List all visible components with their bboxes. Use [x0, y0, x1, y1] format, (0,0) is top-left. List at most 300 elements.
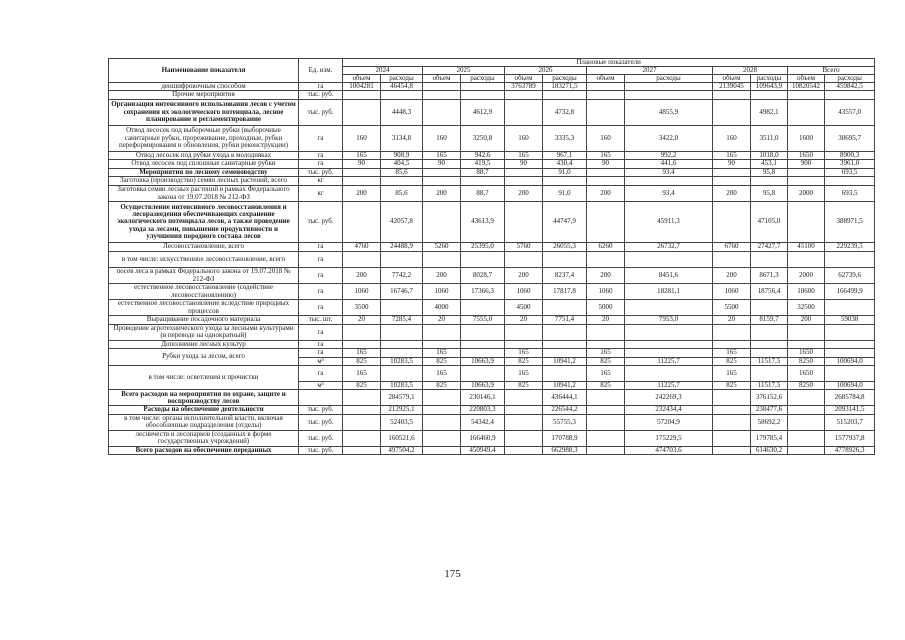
row-value-cell: 1577937,8 [825, 430, 875, 446]
row-value-cell: 18756,4 [751, 284, 788, 300]
row-value-cell [423, 325, 461, 341]
row-value-cell: 992,2 [625, 151, 713, 159]
table-row [109, 151, 875, 159]
row-value-cell [788, 340, 825, 348]
row-value-cell [343, 390, 381, 406]
row-value-cell: 5500 [713, 300, 751, 316]
row-name-cell: деншифровочным способом [109, 83, 299, 91]
row-value-cell [543, 366, 587, 382]
row-value-cell: 242269,3 [625, 390, 713, 406]
row-value-cell: 8237,4 [543, 268, 587, 284]
row-value-cell [713, 168, 751, 176]
row-value-cell [625, 349, 713, 357]
row-value-cell: 942,6 [461, 151, 505, 159]
row-value-cell: 160521,6 [381, 430, 423, 446]
row-value-cell [423, 91, 461, 99]
row-value-cell [587, 202, 625, 243]
row-value-cell: 165 [713, 349, 751, 357]
row-value-cell [587, 446, 625, 454]
row-value-cell: 4448,3 [381, 99, 423, 125]
row-value-cell: 430,4 [543, 160, 587, 168]
row-value-cell [461, 177, 505, 186]
table-row [109, 349, 875, 357]
row-unit-cell: тыс. руб. [299, 446, 343, 454]
row-unit-cell: га [299, 325, 343, 341]
row-value-cell [587, 340, 625, 348]
row-value-cell [587, 325, 625, 341]
row-unit-cell: га [299, 340, 343, 348]
row-unit-cell: кг [299, 177, 343, 186]
row-unit-cell: тыс. шт. [299, 316, 343, 325]
row-unit-cell: га [299, 349, 343, 357]
row-value-cell: 825 [505, 357, 543, 365]
row-name-cell: Отвод лесосек под сплошные санитарные рубки [109, 160, 299, 168]
row-value-cell: 17366,3 [461, 284, 505, 300]
row-value-cell: 109643,9 [751, 83, 788, 91]
row-value-cell [343, 414, 381, 430]
table-row [109, 316, 875, 325]
row-name-cell: в том числе: искусственное лесовосстановление, всего [109, 252, 299, 268]
row-unit-cell: тыс. руб. [299, 202, 343, 243]
row-value-cell: 20 [505, 316, 543, 325]
row-value-cell: 8671,3 [751, 268, 788, 284]
row-value-cell: 165 [423, 349, 461, 357]
table-row [109, 446, 875, 454]
row-value-cell: 3763789 [505, 83, 543, 91]
header-unit-cell: Ед. изм. [299, 59, 343, 83]
row-value-cell: 57204,9 [625, 414, 713, 430]
row-value-cell: 200 [343, 268, 381, 284]
row-value-cell: 825 [343, 382, 381, 390]
row-value-cell: 6760 [713, 243, 751, 252]
row-value-cell: 3961,0 [825, 160, 875, 168]
row-value-cell [423, 446, 461, 454]
row-value-cell: 3500 [343, 300, 381, 316]
row-value-cell: 165 [587, 151, 625, 159]
row-value-cell [343, 202, 381, 243]
row-value-cell: 200 [505, 186, 543, 202]
table-row [109, 406, 875, 414]
row-value-cell: 8028,7 [461, 268, 505, 284]
row-value-cell: 200 [788, 316, 825, 325]
row-value-cell: 4000 [423, 300, 461, 316]
row-unit-cell: тыс. руб. [299, 91, 343, 99]
row-value-cell: 453,1 [751, 160, 788, 168]
row-value-cell [788, 252, 825, 268]
row-value-cell [788, 325, 825, 341]
row-name-cell: Организация интенсивного использования лесов с учетом сохранения их экологического потенциала, лесное планирование и регламентирование [109, 99, 299, 125]
row-value-cell: 25395,0 [461, 243, 505, 252]
row-value-cell [505, 340, 543, 348]
row-value-cell: 42057,8 [381, 202, 423, 243]
row-value-cell [543, 252, 587, 268]
row-value-cell [343, 340, 381, 348]
row-value-cell: 200 [713, 268, 751, 284]
row-value-cell: 179785,4 [751, 430, 788, 446]
row-value-cell: 10283,5 [381, 357, 423, 365]
row-value-cell [713, 430, 751, 446]
row-value-cell: 376152,6 [751, 390, 788, 406]
row-value-cell: 200 [587, 268, 625, 284]
row-value-cell [587, 406, 625, 414]
row-value-cell: 160 [423, 125, 461, 151]
row-value-cell: 10941,2 [543, 357, 587, 365]
row-value-cell [543, 300, 587, 316]
row-value-cell: 200 [343, 186, 381, 202]
row-value-cell: 7953,0 [625, 316, 713, 325]
row-value-cell [461, 83, 505, 91]
row-unit-cell: га [299, 125, 343, 151]
row-unit-cell: тыс. руб. [299, 99, 343, 125]
row-value-cell [505, 430, 543, 446]
row-value-cell: 183271,5 [543, 83, 587, 91]
row-value-cell: 165 [587, 349, 625, 357]
row-value-cell [825, 349, 875, 357]
row-value-cell: 10663,9 [461, 357, 505, 365]
header-year-cell: 2026 [505, 67, 587, 75]
row-value-cell: 5000 [587, 300, 625, 316]
row-value-cell [505, 99, 543, 125]
table-row [109, 91, 875, 99]
row-value-cell: 90 [505, 160, 543, 168]
row-value-cell [825, 252, 875, 268]
header-volume-cell: объем [713, 75, 751, 83]
row-value-cell [381, 349, 423, 357]
row-value-cell: 693,5 [825, 168, 875, 176]
row-value-cell [625, 252, 713, 268]
header-cost-cell: расходы [625, 75, 713, 83]
row-value-cell: 27427,7 [751, 243, 788, 252]
row-value-cell: 5260 [423, 243, 461, 252]
table-row [109, 366, 875, 382]
row-value-cell: 85,6 [381, 186, 423, 202]
row-value-cell [423, 430, 461, 446]
row-value-cell: 229239,5 [825, 243, 875, 252]
row-value-cell [587, 414, 625, 430]
header-volume-cell: объем [505, 75, 543, 83]
row-value-cell: 8159,7 [751, 316, 788, 325]
row-value-cell [343, 177, 381, 186]
row-value-cell: 212925,1 [381, 406, 423, 414]
row-value-cell: 1060 [505, 284, 543, 300]
row-value-cell [825, 325, 875, 341]
row-value-cell [461, 325, 505, 341]
row-value-cell [625, 340, 713, 348]
row-value-cell [423, 83, 461, 91]
row-value-cell: 90 [587, 160, 625, 168]
row-name-cell: Выращивание посадочного материала [109, 316, 299, 325]
row-unit-cell: га [299, 300, 343, 316]
row-value-cell: 7555,0 [461, 316, 505, 325]
row-value-cell [751, 366, 788, 382]
row-value-cell: 7285,4 [381, 316, 423, 325]
document-table-container [108, 58, 865, 455]
row-value-cell: 165 [505, 366, 543, 382]
row-value-cell: 4612,9 [461, 99, 505, 125]
row-value-cell: 165 [423, 151, 461, 159]
row-value-cell [343, 91, 381, 99]
header-name-cell: Наименование показателя [109, 59, 299, 83]
row-value-cell: 200 [505, 268, 543, 284]
row-value-cell [381, 340, 423, 348]
row-value-cell [825, 91, 875, 99]
row-unit-cell: га [299, 151, 343, 159]
row-value-cell: 8250 [788, 357, 825, 365]
row-value-cell: 1060 [343, 284, 381, 300]
row-value-cell: 26055,3 [543, 243, 587, 252]
row-value-cell: 20 [343, 316, 381, 325]
header-volume-cell: объем [423, 75, 461, 83]
row-value-cell: 58692,2 [751, 414, 788, 430]
row-value-cell [343, 446, 381, 454]
row-name-cell: Проведение агротехнического ухода за лесными культурами (в переводе на однократный) [109, 325, 299, 341]
row-value-cell: 2685784,8 [825, 390, 875, 406]
row-value-cell [587, 91, 625, 99]
row-value-cell: 45100 [788, 243, 825, 252]
row-value-cell: 200 [423, 186, 461, 202]
row-value-cell: 47105,0 [751, 202, 788, 243]
row-name-cell: Отвод лесосек под выборочные рубки (выборочные санитарные рубки, прореживание, проходные, рубки переформирования и обновления, рубки реконструкции) [109, 125, 299, 151]
row-name-cell: Прочие мероприятия [109, 91, 299, 99]
row-value-cell [625, 300, 713, 316]
row-value-cell: 226544,2 [543, 406, 587, 414]
row-value-cell [587, 168, 625, 176]
row-value-cell: 160 [343, 125, 381, 151]
row-value-cell: 404,5 [381, 160, 423, 168]
row-value-cell [788, 430, 825, 446]
row-name-cell: Лесовосстановление, всего [109, 243, 299, 252]
row-unit-cell: тыс. руб. [299, 414, 343, 430]
row-value-cell: 165 [713, 151, 751, 159]
row-value-cell: 200 [713, 186, 751, 202]
row-value-cell: 55755,3 [543, 414, 587, 430]
row-name-cell: в том числе: осветления и прочистки [109, 366, 299, 390]
row-value-cell [625, 91, 713, 99]
row-unit-cell: га [299, 243, 343, 252]
row-value-cell: 693,5 [825, 186, 875, 202]
row-value-cell: 825 [505, 382, 543, 390]
row-name-cell: Рубки ухода за лесом, всего [109, 349, 299, 366]
row-value-cell [751, 300, 788, 316]
table-row [109, 83, 875, 91]
row-value-cell: 91,0 [543, 168, 587, 176]
row-value-cell [381, 252, 423, 268]
row-value-cell [713, 340, 751, 348]
row-value-cell: 474703,6 [625, 446, 713, 454]
row-value-cell: 175229,5 [625, 430, 713, 446]
row-name-cell: Дополнение лесных культур [109, 340, 299, 348]
table-row [109, 202, 875, 243]
row-value-cell: 515203,7 [825, 414, 875, 430]
row-unit-cell: га [299, 83, 343, 91]
table-row [109, 414, 875, 430]
row-value-cell: 200 [587, 186, 625, 202]
row-value-cell: 44747,9 [543, 202, 587, 243]
row-value-cell: 170788,9 [543, 430, 587, 446]
row-value-cell: 43613,9 [461, 202, 505, 243]
row-value-cell: 54342,4 [461, 414, 505, 430]
row-value-cell: 3134,8 [381, 125, 423, 151]
row-value-cell: 46454,8 [381, 83, 423, 91]
row-value-cell [461, 91, 505, 99]
row-unit-cell: га [299, 366, 343, 382]
row-value-cell [625, 83, 713, 91]
row-value-cell: 16746,7 [381, 284, 423, 300]
row-unit-cell: кг [299, 186, 343, 202]
row-value-cell: 95,8 [751, 186, 788, 202]
row-value-cell: 59038 [825, 316, 875, 325]
row-value-cell: 85,6 [381, 168, 423, 176]
row-value-cell: 165 [423, 366, 461, 382]
row-value-cell: 230146,1 [461, 390, 505, 406]
row-value-cell: 160 [713, 125, 751, 151]
row-value-cell: 3511,0 [751, 125, 788, 151]
row-value-cell: 10820542 [788, 83, 825, 91]
row-value-cell [505, 414, 543, 430]
row-value-cell [788, 414, 825, 430]
header-cost-cell: расходы [825, 75, 875, 83]
row-value-cell: 459842,5 [825, 83, 875, 91]
row-value-cell: 8451,6 [625, 268, 713, 284]
row-value-cell [505, 325, 543, 341]
row-value-cell: 20 [587, 316, 625, 325]
row-value-cell [587, 430, 625, 446]
table-row [109, 300, 875, 316]
row-value-cell: 450949,4 [461, 446, 505, 454]
row-value-cell: 825 [587, 357, 625, 365]
row-value-cell: 419,5 [461, 160, 505, 168]
row-value-cell [587, 177, 625, 186]
row-value-cell: 1060 [423, 284, 461, 300]
row-value-cell [461, 252, 505, 268]
row-value-cell: 232434,4 [625, 406, 713, 414]
row-name-cell: Всего расходов на обеспечение переданных [109, 446, 299, 454]
row-value-cell: 7742,2 [381, 268, 423, 284]
row-value-cell: 10941,2 [543, 382, 587, 390]
header-cost-cell: расходы [751, 75, 788, 83]
table-row [109, 168, 875, 176]
row-unit-cell: тыс. руб. [299, 406, 343, 414]
row-value-cell: 900 [788, 160, 825, 168]
row-value-cell: 825 [713, 382, 751, 390]
row-value-cell: 436444,1 [543, 390, 587, 406]
row-name-cell: Заготовка семян лесных растений в рамках Федерального закона от 19.07.2018 № 212-ФЗ [109, 186, 299, 202]
row-value-cell: 6260 [587, 243, 625, 252]
row-value-cell: 4732,8 [543, 99, 587, 125]
row-value-cell [343, 168, 381, 176]
table-row [109, 186, 875, 202]
row-value-cell [343, 252, 381, 268]
row-value-cell [788, 446, 825, 454]
row-value-cell: 3422,0 [625, 125, 713, 151]
row-value-cell [825, 300, 875, 316]
row-value-cell [381, 91, 423, 99]
table-row [109, 284, 875, 300]
row-value-cell: 825 [587, 382, 625, 390]
row-value-cell [343, 325, 381, 341]
header-planned-cell: Плановые показатели [343, 59, 875, 67]
row-value-cell: 165 [505, 349, 543, 357]
row-value-cell: 17817,8 [543, 284, 587, 300]
row-value-cell: 4760 [343, 243, 381, 252]
row-value-cell: 165 [343, 349, 381, 357]
row-value-cell: 825 [343, 357, 381, 365]
table-row [109, 177, 875, 186]
table-row [109, 390, 875, 406]
row-value-cell [505, 168, 543, 176]
row-value-cell [461, 340, 505, 348]
row-value-cell [713, 99, 751, 125]
row-value-cell: 1650 [788, 349, 825, 357]
row-value-cell: 8900,3 [825, 151, 875, 159]
row-value-cell [505, 252, 543, 268]
planning-indicators-table [108, 58, 875, 455]
row-value-cell: 18281,1 [625, 284, 713, 300]
row-value-cell: 11517,5 [751, 382, 788, 390]
row-value-cell: 1650 [788, 151, 825, 159]
row-value-cell: 20 [423, 316, 461, 325]
row-unit-cell: га [299, 268, 343, 284]
row-unit-cell: м³ [299, 382, 343, 390]
row-value-cell: 88,7 [461, 168, 505, 176]
row-value-cell [825, 366, 875, 382]
row-value-cell [751, 91, 788, 99]
row-value-cell: 166499,9 [825, 284, 875, 300]
table-row [109, 160, 875, 168]
row-value-cell [505, 406, 543, 414]
row-value-cell: 238477,6 [751, 406, 788, 414]
header-volume-cell: объем [343, 75, 381, 83]
row-value-cell [587, 83, 625, 91]
row-value-cell: 165 [587, 366, 625, 382]
row-name-cell: Осуществление интенсивного лесовосстановления и лесоразведения обеспечивающих сохранение экологического потенциала лесов, а также проведение ухода за лесами, повышение продуктивности и улучшения породного состава лесов [109, 202, 299, 243]
row-unit-cell: га [299, 160, 343, 168]
row-value-cell: 388971,5 [825, 202, 875, 243]
row-value-cell [751, 349, 788, 357]
row-value-cell [713, 414, 751, 430]
row-name-cell: Всего расходов на мероприятия по охране, защите и воспроизводству лесов [109, 390, 299, 406]
row-value-cell [543, 325, 587, 341]
row-name-cell: Заготовка (производство) семян лесных растений, всего [109, 177, 299, 186]
row-value-cell: 614630,2 [751, 446, 788, 454]
row-value-cell [625, 366, 713, 382]
row-unit-cell: га [299, 252, 343, 268]
row-value-cell: 11225,7 [625, 357, 713, 365]
row-value-cell: 62739,6 [825, 268, 875, 284]
row-name-cell: естественное лесовосстановление (содействие лесовосстановлению) [109, 284, 299, 300]
row-value-cell [713, 446, 751, 454]
row-value-cell: 10663,9 [461, 382, 505, 390]
row-unit-cell: тыс. руб. [299, 168, 343, 176]
header-year-cell: 2025 [423, 67, 505, 75]
row-value-cell [543, 349, 587, 357]
row-name-cell: лесничеств и лесопарков (созданных в форме государственных учреждений) [109, 430, 299, 446]
row-value-cell: 662988,3 [543, 446, 587, 454]
row-value-cell: 95,8 [751, 168, 788, 176]
row-value-cell [587, 99, 625, 125]
row-value-cell [461, 366, 505, 382]
row-name-cell: посев леса в рамках Федерального закона от 19.07.2018 № 212-ФЗ [109, 268, 299, 284]
row-value-cell [505, 390, 543, 406]
header-cost-cell: расходы [381, 75, 423, 83]
row-value-cell: 90 [423, 160, 461, 168]
row-value-cell: 4500 [505, 300, 543, 316]
row-value-cell [713, 202, 751, 243]
table-row [109, 268, 875, 284]
table-row [109, 430, 875, 446]
row-value-cell [788, 99, 825, 125]
row-value-cell [505, 202, 543, 243]
